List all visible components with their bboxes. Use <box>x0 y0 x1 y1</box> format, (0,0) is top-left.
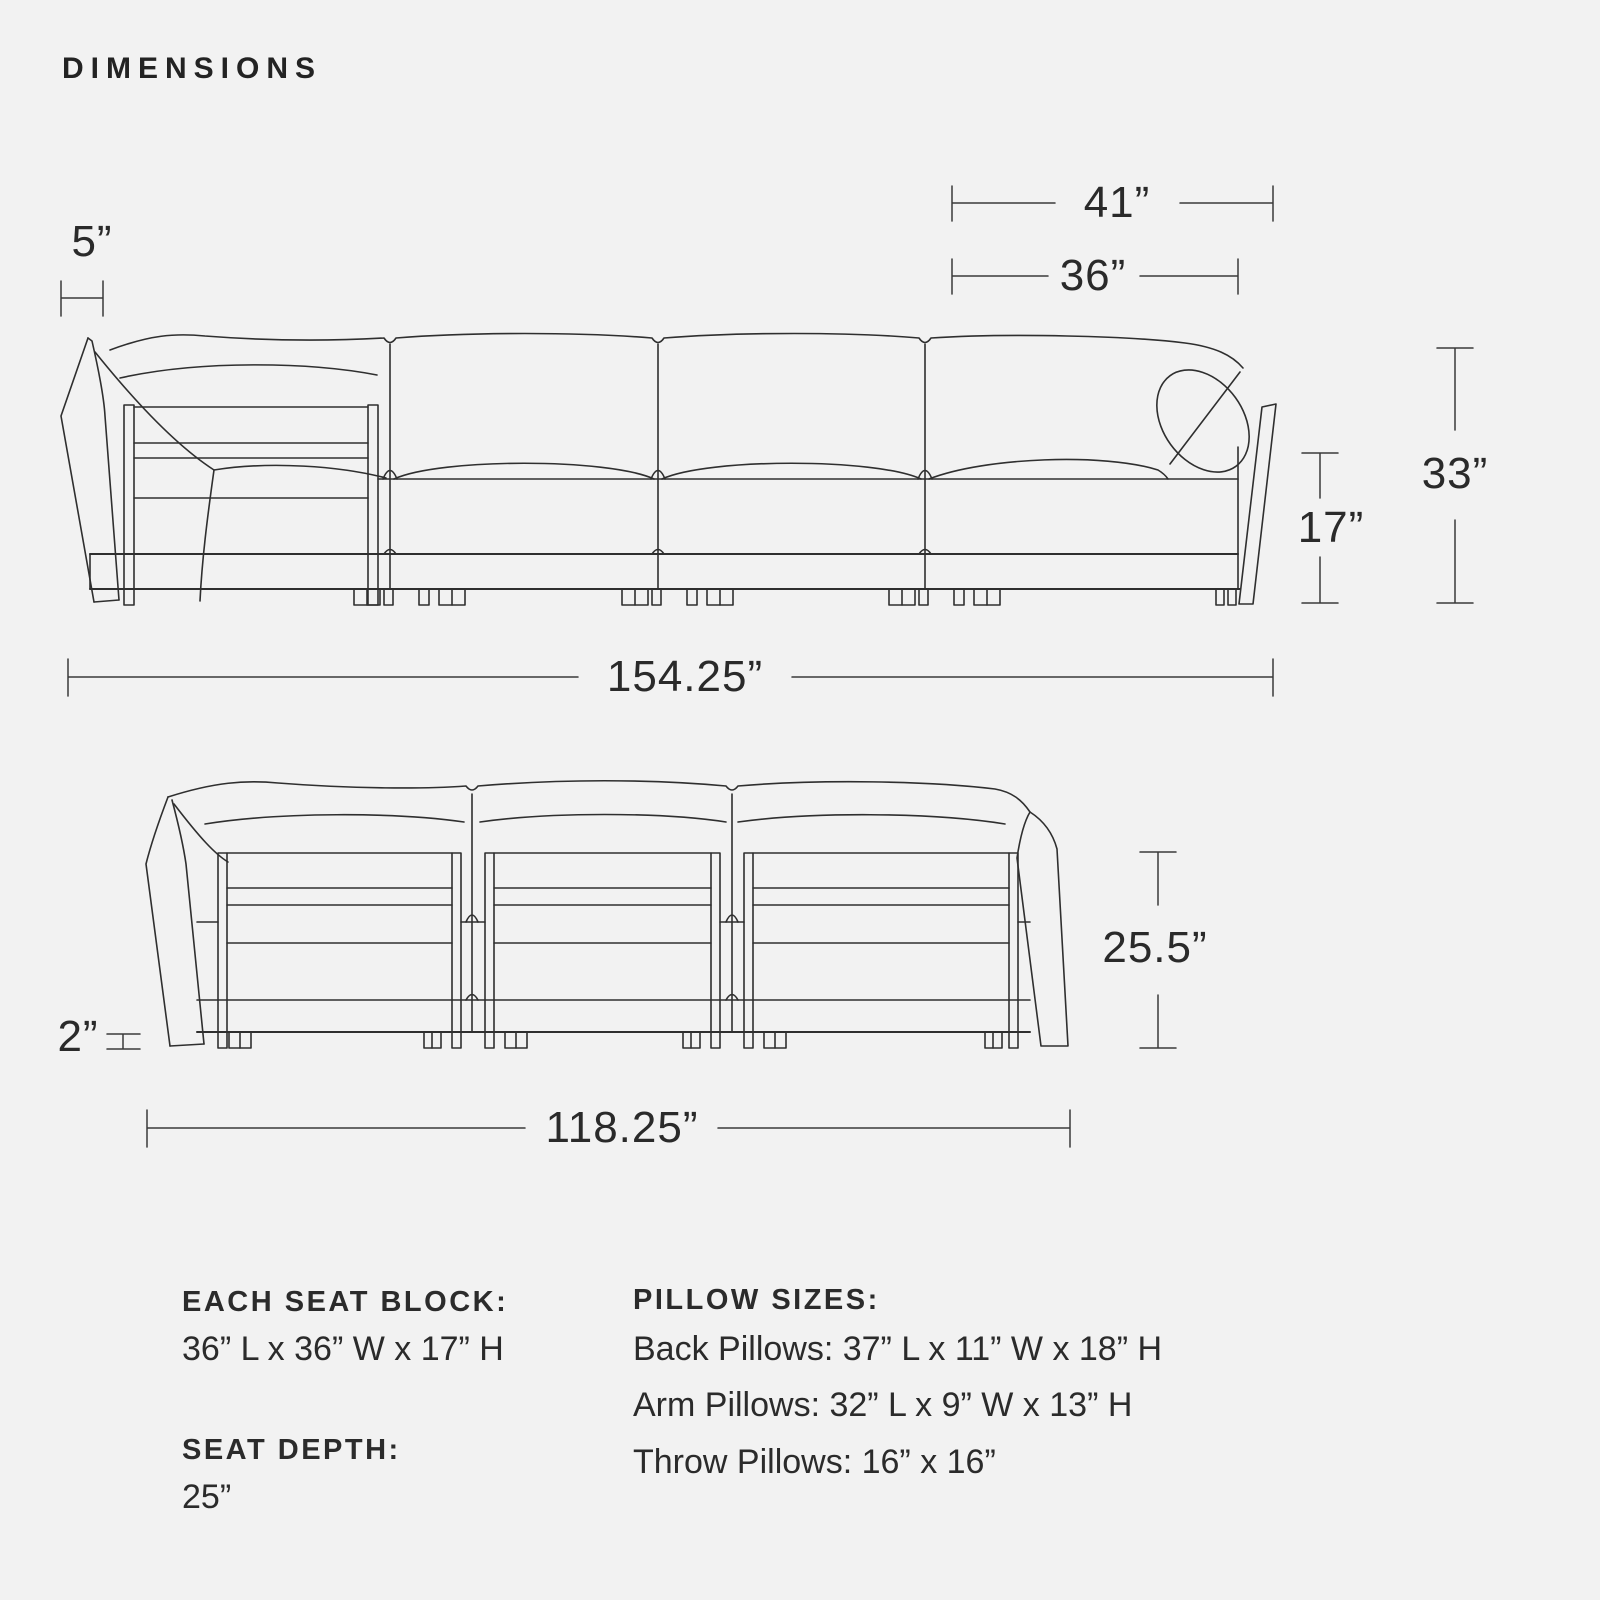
arm-pillows-spec: Arm Pillows: 32” L x 9” W x 13” H <box>633 1386 1133 1424</box>
dim-label-seat-width: 36” <box>1059 251 1127 300</box>
throw-pillows-spec: Throw Pillows: 16” x 16” <box>633 1443 996 1481</box>
page-title: DIMENSIONS <box>62 52 323 85</box>
seat-depth-heading: SEAT DEPTH: <box>182 1434 401 1466</box>
seat-block-heading: EACH SEAT BLOCK: <box>182 1286 509 1318</box>
dim-label-arm-depth: 5” <box>71 217 113 266</box>
seat-block-value: 36” L x 36” W x 17” H <box>182 1330 504 1368</box>
seat-depth-value: 25” <box>182 1478 232 1516</box>
front-view-drawing <box>61 334 1276 606</box>
back-view-feet <box>229 1032 1002 1048</box>
dim-label-seat-plus-arm: 41” <box>1083 178 1151 227</box>
dim-label-seat-height: 17” <box>1297 503 1365 552</box>
dimension-annotations <box>61 186 1473 1147</box>
back-view-drawing <box>146 781 1068 1048</box>
back-pillows-spec: Back Pillows: 37” L x 11” W x 18” H <box>633 1330 1163 1368</box>
dim-label-frame-height: 25.5” <box>1102 923 1208 972</box>
dim-label-overall-depth: 118.25” <box>545 1103 699 1152</box>
dim-label-overall-height: 33” <box>1421 449 1489 498</box>
front-view-feet <box>354 589 1236 605</box>
dim-label-overall-width: 154.25” <box>606 652 764 701</box>
pillow-sizes-heading: PILLOW SIZES: <box>633 1284 880 1316</box>
dim-label-leg-height: 2” <box>57 1012 99 1061</box>
